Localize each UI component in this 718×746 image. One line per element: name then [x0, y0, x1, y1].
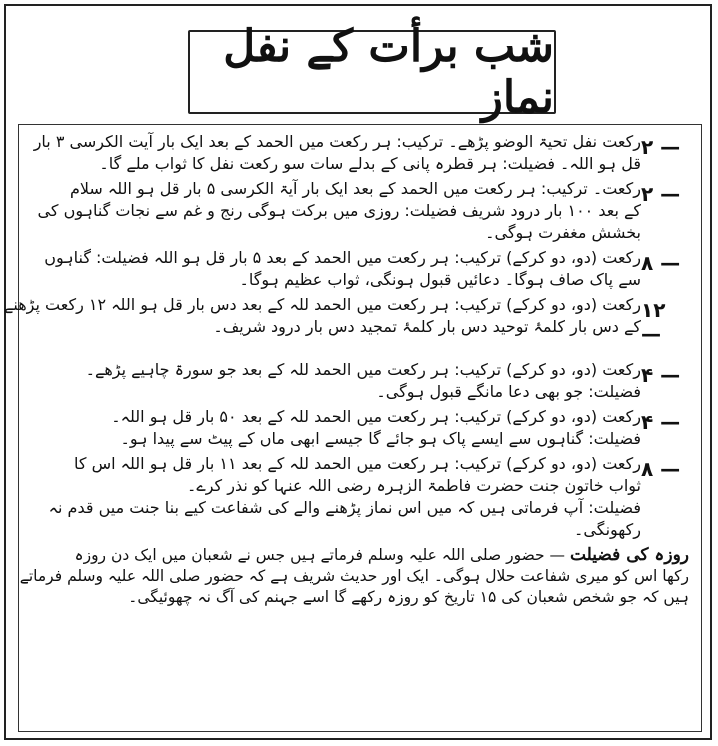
item-line: قل ہو اللہ۔ فضیلت: ہر قطرہ پانی کے بدلے سات سو رکعت نفل کا ثواب ملے گا۔: [99, 154, 641, 173]
item-line: سے پاک صاف ہوگا۔ دعائیں قبول ہونگی، ثواب عظیم ہوگا۔: [239, 270, 641, 289]
item-body: [29, 453, 641, 541]
list-item: [29, 453, 689, 541]
title-box: [188, 21, 556, 123]
item-number: ۲ —: [641, 178, 689, 206]
item-body: [29, 406, 641, 450]
fasting-virtue-first-line: روزہ کی فضیلت — حضور صلی اللہ علیہ وسلم فرماتے ہیں جس نے شعبان میں ایک دن روزہ: [74, 545, 689, 565]
list-item: [29, 247, 689, 291]
item-body: [29, 247, 641, 291]
footer-line: ہیں کہ جو شخص شعبان کی ۱۵ تاریخ کو روزہ رکھے گا اسے جہنم کی آگ نہ چھوئیگی۔: [128, 588, 689, 606]
item-line: رکعت (دو، دو کرکے) ترکیب: ہر رکعت میں الحمد للہ کے بعد جو سورۃ چاہیے پڑھے۔: [85, 360, 641, 379]
list-item: [29, 406, 689, 450]
list-item: [29, 359, 689, 403]
item-number: ۴ —: [641, 359, 689, 387]
item-line: رکھونگی۔: [574, 520, 641, 539]
item-line: رکعت نفل تحیۃ الوضو پڑھے۔ ترکیب: ہر رکعت میں الحمد کے بعد ایک بار آیت الکرسی ۳ بار: [33, 132, 641, 151]
item-line: فضیلت: جو بھی دعا مانگے قبول ہوگی۔: [376, 382, 641, 401]
item-line: فضیلت: آپ فرماتی ہیں کہ میں اس نماز پڑھنے والے کی شفاعت کیے بنا جنت میں قدم نہ: [48, 498, 641, 517]
item-body: [29, 359, 641, 403]
item-number: ۸ —: [641, 453, 689, 481]
list-item: [4, 294, 689, 346]
page-title: شب برأت کے نفل نماز: [223, 21, 554, 123]
item-body: [29, 131, 641, 175]
content-box: [4, 124, 702, 732]
fasting-virtue-section: [19, 545, 689, 608]
footer-line: رکھا اس کو میری شفاعت حلال ہوگی۔ ایک اور حدیث شریف ہے کہ حضور صلی اللہ علیہ وسلم فرماتے: [19, 567, 689, 585]
item-number: ۸ —: [641, 247, 689, 275]
item-line: رکعت۔ ترکیب: ہر رکعت میں الحمد کے بعد ایک بار آیۃ الکرسی ۵ بار قل ہو اللہ سلام: [69, 179, 641, 198]
item-line: کے دس بار کلمۂ توحید دس بار کلمۂ تمجید دس بار درود شریف۔: [213, 317, 641, 336]
item-line: رکعت (دو، دو کرکے) ترکیب: ہر رکعت میں الحمد کے بعد ۵ بار قل ہو اللہ فضیلت: گناہوں: [44, 248, 641, 267]
item-line: کے بعد ۱۰۰ بار درود شریف فضیلت: روزی میں برکت ہوگی رنج و غم سے نجات گناہوں کی: [37, 201, 641, 220]
item-number: ۴ —: [641, 406, 689, 434]
item-line: رکعت (دو، دو کرکے) ترکیب: ہر رکعت میں الحمد للہ کے بعد ۵۰ بار قل ہو اللہ۔: [111, 407, 641, 426]
item-number: ۱۲ —: [641, 294, 689, 346]
fasting-virtue-heading: روزہ کی فضیلت: [569, 545, 689, 565]
item-line: رکعت (دو، دو کرکے) ترکیب: ہر رکعت میں الحمد للہ کے بعد ۱۱ بار قل ہو اللہ اس کا: [73, 454, 641, 473]
item-body: [4, 294, 641, 338]
item-body: [29, 178, 641, 244]
item-number: ۲ —: [641, 131, 689, 159]
item-line: ثواب خاتون جنت حضرت فاطمۃ الزہرہ رضی اللہ عنہا کو نذر کرے۔: [186, 476, 641, 495]
item-line: بخشش مغفرت ہوگی۔: [485, 223, 641, 242]
footer-line: حضور صلی اللہ علیہ وسلم فرماتے ہیں جس نے شعبان میں ایک دن روزہ: [74, 546, 545, 564]
item-line: رکعت (دو، دو کرکے) ترکیب: ہر رکعت میں الحمد للہ کے بعد دس بار قل ہو اللہ ۱۲ رکعت پڑھنے: [4, 295, 641, 314]
spacer: [29, 349, 689, 359]
list-item: [29, 131, 689, 175]
item-line: فضیلت: گناہوں سے ایسے پاک ہو جائے گا جیسے ابھی ماں کے پیٹ سے پیدا ہو۔: [120, 429, 641, 448]
list-item: [29, 178, 689, 244]
